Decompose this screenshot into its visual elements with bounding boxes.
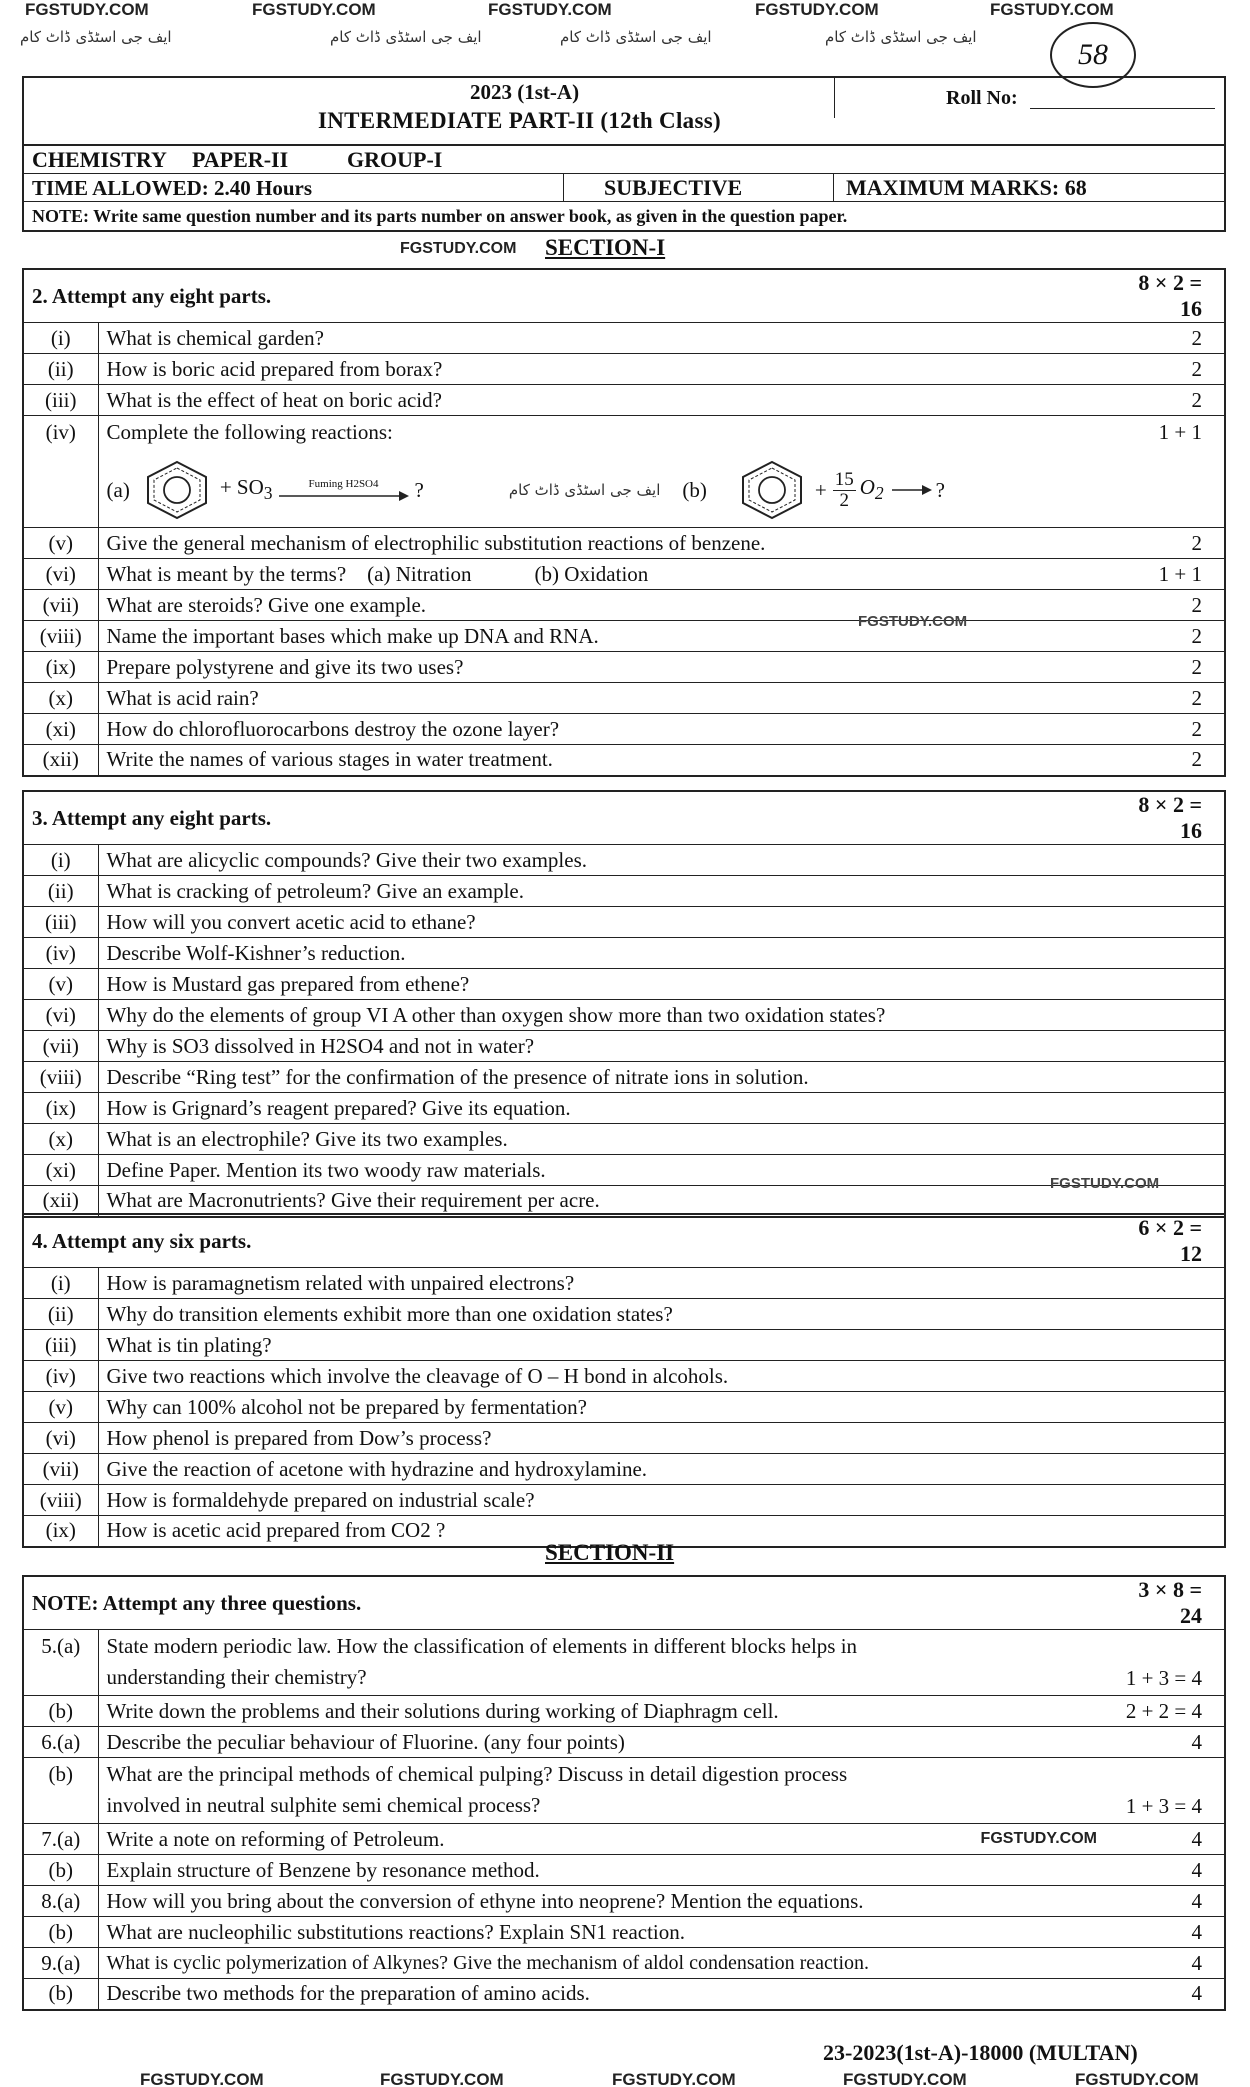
question-text: Describe two methods for the preparation of amino acids.	[98, 1979, 1105, 2010]
part-number: (ix)	[23, 1516, 98, 1547]
part-number: (b)	[23, 1917, 98, 1948]
section-2-note: NOTE: Attempt any three questions.	[23, 1576, 1105, 1630]
table-row	[23, 590, 1225, 621]
watermark-text: FGSTUDY.COM	[990, 0, 1114, 19]
part-number: (vii)	[23, 1031, 98, 1062]
part-number: (i)	[23, 323, 98, 354]
part-number: (vii)	[23, 590, 98, 621]
table-row	[23, 1886, 1225, 1917]
section-2-table	[22, 1575, 1226, 2011]
question-text: Why do transition elements exhibit more than one oxidation states?	[98, 1299, 1225, 1330]
section-1-title: SECTION-I	[545, 235, 666, 260]
table-row	[23, 385, 1225, 416]
part-marks: 4	[1105, 1917, 1225, 1948]
part-number: (vi)	[23, 559, 98, 590]
question-text: What is meant by the terms? (a) Nitration (b) Oxidation	[98, 559, 1105, 590]
question-text: Write the names of various stages in water treatment.	[98, 745, 1105, 776]
part-marks: 2	[1105, 323, 1225, 354]
question-text: How is formaldehyde prepared on industrial scale?	[98, 1485, 1225, 1516]
reaction-condition: Fuming H2SO4	[308, 478, 379, 490]
table-row	[23, 1268, 1225, 1299]
question-text: What is tin plating?	[98, 1330, 1225, 1361]
reagent-subscript: 3	[263, 483, 273, 504]
table-row	[23, 354, 1225, 385]
table-row	[23, 1454, 1225, 1485]
part-marks: 4	[1105, 1727, 1225, 1758]
roll-number-label: Roll No:	[946, 87, 1018, 109]
reactions-line	[107, 459, 1098, 521]
header-divider	[834, 76, 835, 118]
table-row	[23, 1423, 1225, 1454]
part-marks: 4	[1105, 1824, 1225, 1855]
paper: PAPER-II	[192, 146, 289, 172]
reaction-b-plus: +	[814, 477, 827, 502]
watermark-text: FGSTUDY.COM	[980, 1829, 1097, 1847]
question-text: What are alicyclic compounds? Give their two examples.	[98, 845, 1225, 876]
part-marks: 1 + 3 = 4	[1105, 1758, 1225, 1824]
part-number: (b)	[23, 1758, 98, 1824]
part-number: (b)	[23, 1979, 98, 2010]
part-marks: 2	[1105, 528, 1225, 559]
paper-code: 23-2023(1st-A)-18000 (MULTAN)	[823, 2040, 1138, 2065]
question-3-heading-row	[23, 791, 1225, 845]
table-row	[23, 938, 1225, 969]
table-row	[23, 1000, 1225, 1031]
part-number: (viii)	[23, 621, 98, 652]
exam-year: 2023 (1st-A)	[470, 80, 580, 104]
question-text: How do chlorofluorocarbons destroy the ozone layer?	[98, 714, 1105, 745]
part-number: (xi)	[23, 714, 98, 745]
part-number: (vi)	[23, 1000, 98, 1031]
benzene-ring-icon	[737, 459, 807, 521]
watermark-text: FGSTUDY.COM	[140, 2070, 264, 2087]
question-text: How will you convert acetic acid to ethane?	[98, 907, 1225, 938]
table-row	[23, 1330, 1225, 1361]
table-row	[23, 1124, 1225, 1155]
question-text: Give two reactions which involve the cleavage of O – H bond in alcohols.	[98, 1361, 1225, 1392]
oxygen-symbol: O	[859, 475, 875, 500]
table-row	[23, 1361, 1225, 1392]
exam-info-grid	[22, 144, 1226, 232]
question-text: Write down the problems and their solutions during working of Diaphragm cell.	[98, 1696, 1105, 1727]
group: GROUP-I	[347, 146, 443, 172]
part-marks: 2	[1105, 385, 1225, 416]
part-marks: 4	[1105, 1855, 1225, 1886]
watermark-text: FGSTUDY.COM	[1050, 1175, 1160, 1192]
arrow-right-icon	[279, 490, 409, 502]
part-number: (iv)	[23, 416, 98, 528]
question-text: State modern periodic law. How the classification of elements in different blocks helps in	[106, 1634, 858, 1658]
part-marks: 1 + 1	[1105, 559, 1225, 590]
question-text: Complete the following reactions:	[106, 420, 393, 444]
question-text: What is chemical garden?	[98, 323, 1105, 354]
part-number: (v)	[23, 969, 98, 1000]
part-marks: 1 + 1	[1105, 416, 1225, 528]
part-number: (b)	[23, 1696, 98, 1727]
question-text: What are Macronutrients? Give their requirement per acre.	[98, 1186, 1225, 1217]
table-row	[23, 714, 1225, 745]
fraction-denominator: 2	[839, 489, 849, 511]
table-row	[23, 1031, 1225, 1062]
table-row	[23, 1948, 1225, 1979]
part-number: 8.(a)	[23, 1886, 98, 1917]
note-row	[24, 202, 1224, 230]
question-2-table	[22, 268, 1226, 777]
paper-type: SUBJECTIVE	[564, 174, 834, 202]
table-row	[23, 969, 1225, 1000]
oxygen-formula	[860, 475, 884, 504]
part-number: (i)	[23, 845, 98, 876]
part-number: 5.(a)	[23, 1630, 98, 1696]
question-text: Give the reaction of acetone with hydrazine and hydroxylamine.	[98, 1454, 1225, 1485]
maximum-marks: MAXIMUM MARKS: 68	[846, 174, 1087, 200]
reaction-a-reagent	[220, 475, 273, 504]
part-number: (ii)	[23, 354, 98, 385]
section-2-heading-row	[23, 1576, 1225, 1630]
fraction-numerator: 15	[834, 468, 854, 490]
table-row	[23, 1299, 1225, 1330]
table-row	[23, 845, 1225, 876]
question-text: Write a note on reforming of Petroleum.	[106, 1826, 445, 1851]
watermark-text: FGSTUDY.COM	[380, 2070, 504, 2087]
table-row	[23, 745, 1225, 776]
question-text: How is acetic acid prepared from CO2 ?	[98, 1516, 1225, 1547]
table-row	[23, 1917, 1225, 1948]
reaction-a-label: (a)	[106, 477, 130, 502]
part-number: (iii)	[23, 1330, 98, 1361]
part-number: (vii)	[23, 1454, 98, 1485]
question-3-table	[22, 790, 1226, 1218]
table-row	[23, 1855, 1225, 1886]
table-row	[23, 1392, 1225, 1423]
part-number: (ix)	[23, 1093, 98, 1124]
part-number: (b)	[23, 1855, 98, 1886]
question-text: Explain structure of Benzene by resonance method.	[98, 1855, 1105, 1886]
time-row	[24, 174, 1224, 202]
part-number: (iv)	[23, 938, 98, 969]
urdu-watermark: ایف جی اسٹڈی ڈاٹ کام	[825, 28, 977, 46]
part-number: (xii)	[23, 1186, 98, 1217]
urdu-watermark: ایف جی اسٹڈی ڈاٹ کام	[560, 28, 712, 46]
part-number: (v)	[23, 1392, 98, 1423]
question-text: Prepare polystyrene and give its two uses?	[98, 652, 1105, 683]
part-marks: 2	[1105, 714, 1225, 745]
oxygen-subscript: 2	[874, 483, 884, 504]
part-marks: 2	[1105, 745, 1225, 776]
table-row	[23, 1696, 1225, 1727]
urdu-watermark: ایف جی اسٹڈی ڈاٹ کام	[20, 28, 172, 46]
question-text: What is the effect of heat on boric acid?	[98, 385, 1105, 416]
exam-title: INTERMEDIATE PART-II (12th Class)	[318, 108, 721, 133]
question-4-table	[22, 1213, 1226, 1548]
question-text: How is boric acid prepared from borax?	[98, 354, 1105, 385]
part-marks: 2 + 2 = 4	[1105, 1696, 1225, 1727]
question-text: Define Paper. Mention its two woody raw materials.	[98, 1155, 1225, 1186]
watermark-text: FGSTUDY.COM	[1075, 2070, 1199, 2087]
question-text: How is Grignard’s reagent prepared? Give its equation.	[98, 1093, 1225, 1124]
part-number: (x)	[23, 1124, 98, 1155]
urdu-watermark: ایف جی اسٹڈی ڈاٹ کام	[508, 481, 661, 499]
question-text-cell	[98, 1824, 1105, 1855]
question-text: How will you bring about the conversion of ethyne into neoprene? Mention the equations.	[98, 1886, 1105, 1917]
question-text: What are nucleophilic substitutions reactions? Explain SN1 reaction.	[98, 1917, 1105, 1948]
question-text: Describe the peculiar behaviour of Fluorine. (any four points)	[98, 1727, 1105, 1758]
question-2-marks: 8 × 2 = 16	[1105, 269, 1225, 323]
table-row	[23, 528, 1225, 559]
table-row	[23, 323, 1225, 354]
table-row	[23, 1062, 1225, 1093]
note-text: NOTE: Write same question number and its parts number on answer book, as given in the question paper.	[32, 205, 848, 226]
part-marks: 2	[1105, 354, 1225, 385]
question-text-cell	[98, 1630, 1105, 1696]
watermark-text: FGSTUDY.COM	[858, 613, 968, 630]
question-text: How is paramagnetism related with unpaired electrons?	[98, 1268, 1225, 1299]
part-number: (v)	[23, 528, 98, 559]
reaction-b-label: (b)	[682, 477, 707, 502]
question-text-continued: involved in neutral sulphite semi chemical process?	[106, 1793, 541, 1817]
question-text: What is cracking of petroleum? Give an example.	[98, 876, 1225, 907]
part-marks: 1 + 3 = 4	[1105, 1630, 1225, 1696]
watermark-text: FGSTUDY.COM	[843, 2070, 967, 2087]
question-2-heading: 2. Attempt any eight parts.	[23, 269, 1105, 323]
part-marks: 2	[1105, 590, 1225, 621]
part-number: (x)	[23, 683, 98, 714]
subject-row	[24, 146, 1224, 174]
question-text: Why can 100% alcohol not be prepared by fermentation?	[98, 1392, 1225, 1423]
part-number: (ii)	[23, 876, 98, 907]
part-number: (vi)	[23, 1423, 98, 1454]
question-text: Give the general mechanism of electrophilic substitution reactions of benzene.	[98, 528, 1105, 559]
table-row	[23, 1824, 1225, 1855]
fraction	[833, 470, 856, 511]
part-marks: 4	[1105, 1979, 1225, 2010]
question-text: Name the important bases which make up DNA and RNA.	[98, 621, 1105, 652]
question-4-heading-row	[23, 1214, 1225, 1268]
page-number-circle: 58	[1050, 22, 1136, 88]
question-text: Describe Wolf-Kishner’s reduction.	[98, 938, 1225, 969]
table-row	[23, 1155, 1225, 1186]
table-row	[23, 1979, 1225, 2010]
question-text: Describe “Ring test” for the confirmation of the presence of nitrate ions in solution.	[98, 1062, 1225, 1093]
reactions-cell	[98, 416, 1105, 528]
subject: CHEMISTRY	[32, 146, 167, 172]
question-text: Why do the elements of group VI A other than oxygen show more than two oxidation states?	[98, 1000, 1225, 1031]
question-4-marks: 6 × 2 = 12	[1105, 1214, 1225, 1268]
part-number: 9.(a)	[23, 1948, 98, 1979]
table-row	[23, 1630, 1225, 1696]
table-row	[23, 876, 1225, 907]
arrow-right-icon	[892, 484, 932, 496]
part-number: (ii)	[23, 1299, 98, 1330]
part-number: (xii)	[23, 745, 98, 776]
reaction-a-arrow	[279, 478, 409, 502]
question-text: How is Mustard gas prepared from ethene?	[98, 969, 1225, 1000]
part-number: 7.(a)	[23, 1824, 98, 1855]
table-row	[23, 1727, 1225, 1758]
table-row	[23, 1758, 1225, 1824]
watermark-text: FGSTUDY.COM	[755, 0, 879, 19]
bottom-watermark-row	[0, 2070, 1250, 2087]
part-number: (iv)	[23, 1361, 98, 1392]
watermark-text: FGSTUDY.COM	[25, 0, 149, 19]
reaction-a-product: ?	[414, 477, 424, 502]
part-marks: 2	[1105, 683, 1225, 714]
part-marks: 2	[1105, 652, 1225, 683]
part-marks: 4	[1105, 1948, 1225, 1979]
part-number: (iii)	[23, 907, 98, 938]
section-2-title: SECTION-II	[545, 1540, 675, 1565]
urdu-watermark-row	[0, 0, 1050, 60]
table-row	[23, 1093, 1225, 1124]
question-text: How phenol is prepared from Dow’s process?	[98, 1423, 1225, 1454]
section-2-marks: 3 × 8 = 24	[1105, 1576, 1225, 1630]
question-text: What is an electrophile? Give its two examples.	[98, 1124, 1225, 1155]
question-3-marks: 8 × 2 = 16	[1105, 791, 1225, 845]
part-number: (iii)	[23, 385, 98, 416]
reaction-b-product: ?	[935, 477, 945, 502]
part-marks: 4	[1105, 1886, 1225, 1917]
question-4-heading: 4. Attempt any six parts.	[23, 1214, 1105, 1268]
question-text: What is acid rain?	[98, 683, 1105, 714]
table-row	[23, 907, 1225, 938]
watermark-text: FGSTUDY.COM	[488, 0, 612, 19]
table-row	[23, 416, 1225, 528]
question-2-heading-row	[23, 269, 1225, 323]
question-text: Why is SO3 dissolved in H2SO4 and not in water?	[98, 1031, 1225, 1062]
watermark-text: FGSTUDY.COM	[252, 0, 376, 19]
watermark-text: FGSTUDY.COM	[612, 2070, 736, 2087]
table-row	[23, 621, 1225, 652]
table-row	[23, 559, 1225, 590]
benzene-ring-icon	[142, 459, 212, 521]
table-row	[23, 652, 1225, 683]
part-number: 6.(a)	[23, 1727, 98, 1758]
question-3-heading: 3. Attempt any eight parts.	[23, 791, 1105, 845]
part-number: (i)	[23, 1268, 98, 1299]
question-text: What are the principal methods of chemical pulping? Discuss in detail digestion process	[106, 1762, 848, 1786]
question-text-cell	[98, 1758, 1105, 1824]
part-marks: 2	[1105, 621, 1225, 652]
table-row	[23, 1186, 1225, 1217]
roll-number-field[interactable]	[1030, 108, 1215, 109]
part-number: (viii)	[23, 1485, 98, 1516]
urdu-watermark: ایف جی اسٹڈی ڈاٹ کام	[330, 28, 482, 46]
part-number: (xi)	[23, 1155, 98, 1186]
part-number: (ix)	[23, 652, 98, 683]
reagent-text: + SO	[219, 475, 264, 500]
table-row	[23, 683, 1225, 714]
table-row	[23, 1485, 1225, 1516]
question-text-continued: understanding their chemistry?	[106, 1665, 367, 1689]
question-text: What are steroids? Give one example.	[98, 590, 1105, 621]
part-number: (viii)	[23, 1062, 98, 1093]
watermark-text: FGSTUDY.COM	[400, 240, 517, 257]
time-allowed: TIME ALLOWED: 2.40 Hours	[24, 174, 564, 202]
question-text: What is cyclic polymerization of Alkynes? Give the mechanism of aldol condensation reaction.	[98, 1948, 1105, 1979]
